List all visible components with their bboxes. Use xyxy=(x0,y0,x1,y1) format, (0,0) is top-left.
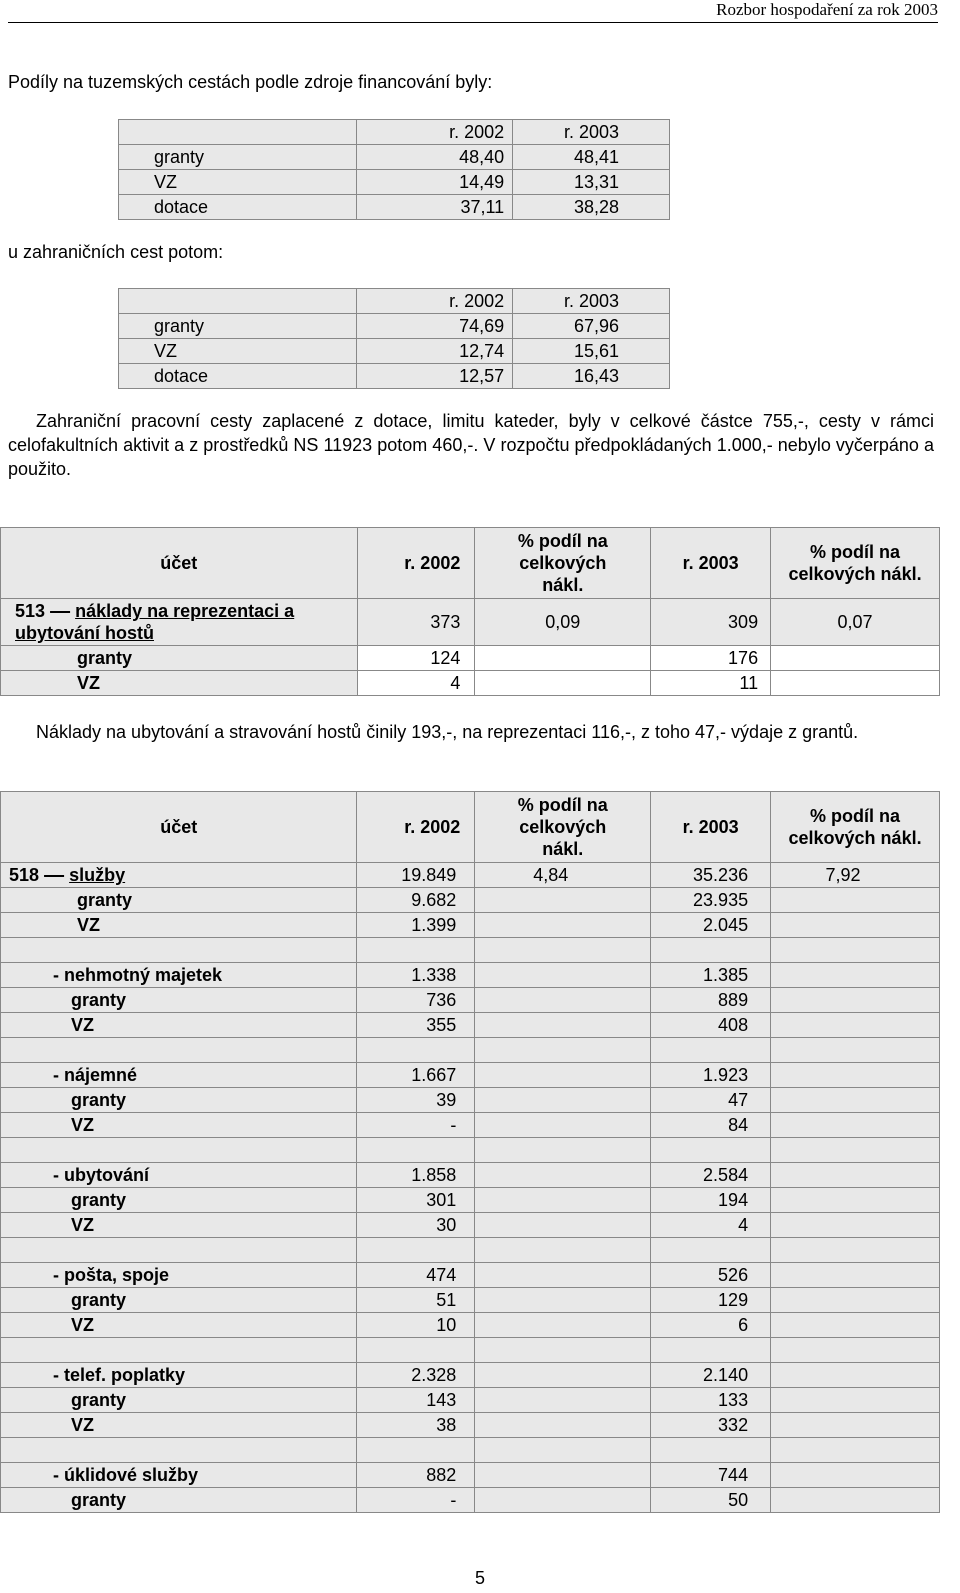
empty-cell xyxy=(475,1013,651,1038)
empty-cell xyxy=(475,1288,651,1313)
empty-cell xyxy=(771,1113,940,1138)
table-row xyxy=(1,1163,940,1188)
empty-cell xyxy=(475,1088,651,1113)
cell-value xyxy=(357,1338,475,1363)
table-row xyxy=(1,1363,940,1388)
cell-value: 2.584 xyxy=(651,1163,771,1188)
empty-cell xyxy=(771,938,940,963)
cell-value: 6 xyxy=(651,1313,771,1338)
empty-cell xyxy=(771,1013,940,1038)
cell-value: 373 xyxy=(357,599,475,646)
header-r2003: r. 2003 xyxy=(651,792,771,863)
table-row xyxy=(1,1413,940,1438)
empty-cell xyxy=(475,1188,651,1213)
cell-value: 0,09 xyxy=(475,599,651,646)
empty-cell xyxy=(771,963,940,988)
empty-cell xyxy=(475,1063,651,1088)
empty-cell xyxy=(771,1188,940,1213)
empty-cell xyxy=(475,1488,651,1513)
row-label: granty xyxy=(1,1088,357,1113)
empty-cell xyxy=(475,1438,651,1463)
row-label: - telef. poplatky xyxy=(1,1363,357,1388)
table-row xyxy=(1,671,940,696)
row-label: VZ xyxy=(1,1113,357,1138)
empty-cell xyxy=(771,1338,940,1363)
cell-value: 1.858 xyxy=(357,1163,475,1188)
row-label: granty xyxy=(1,1288,357,1313)
empty-cell xyxy=(771,1313,940,1338)
table-row xyxy=(119,339,670,364)
empty-cell xyxy=(475,988,651,1013)
cell-value: - xyxy=(357,1113,475,1138)
spacer-row xyxy=(1,1038,940,1063)
table-row xyxy=(119,145,670,170)
cell-value: 1.399 xyxy=(357,913,475,938)
spacer-row xyxy=(1,1438,940,1463)
account-name: náklady na reprezentaci a ubytování hostů xyxy=(15,601,295,643)
cell-value: 15,61 xyxy=(513,339,670,364)
paragraph-foreign-trips: Zahraniční pracovní cesty zaplacené z dotace, limitu kateder, byly v celkové částce 755,-, cesty v rámci celofakultních aktivit a z prostředků NS 11923 potom 460,-. V rozpočtu předpokládaných 1.000,- nebylo vyčerpáno a použito. xyxy=(8,411,934,479)
empty-cell xyxy=(771,1413,940,1438)
account-main-row xyxy=(1,599,940,646)
page-header xyxy=(8,0,938,23)
row-label: - ubytování xyxy=(1,1163,357,1188)
cell-value: 309 xyxy=(651,599,771,646)
empty-cell xyxy=(475,1363,651,1388)
empty-cell xyxy=(475,938,651,963)
empty-cell xyxy=(771,1163,940,1188)
header-ucet: účet xyxy=(1,792,357,863)
row-label: VZ xyxy=(1,1213,357,1238)
row-label xyxy=(1,1238,357,1263)
empty-cell xyxy=(475,1338,651,1363)
cell-value xyxy=(357,1238,475,1263)
cell-value: 4 xyxy=(651,1213,771,1238)
row-label: granty xyxy=(1,646,358,671)
cell-value xyxy=(651,1038,771,1063)
row-label: VZ xyxy=(1,671,358,696)
cell-value: 35.236 xyxy=(651,863,771,888)
empty-cell xyxy=(475,1138,651,1163)
empty-cell xyxy=(475,1038,651,1063)
table-row xyxy=(1,1388,940,1413)
account-main-row xyxy=(1,863,940,888)
cell-value: 882 xyxy=(357,1463,475,1488)
cell-value: 2.045 xyxy=(651,913,771,938)
table-row xyxy=(1,988,940,1013)
table-row xyxy=(1,1063,940,1088)
cell-value: 526 xyxy=(651,1263,771,1288)
table-row xyxy=(119,314,670,339)
empty-cell xyxy=(475,1238,651,1263)
cell-value: 13,31 xyxy=(513,170,670,195)
paragraph-hosts: Náklady na ubytování a stravování hostů činily 193,-, na reprezentaci 116,-, z toho 47,- výdaje z grantů. xyxy=(36,722,859,742)
empty-cell xyxy=(771,1088,940,1113)
row-label: VZ xyxy=(1,1413,357,1438)
foreign-header-row xyxy=(119,289,670,314)
empty-cell xyxy=(475,1388,651,1413)
empty-cell xyxy=(771,1288,940,1313)
row-label: dotace xyxy=(119,364,357,389)
cell-value: 474 xyxy=(357,1263,475,1288)
cell-value: 30 xyxy=(357,1213,475,1238)
cell-value: 355 xyxy=(357,1013,475,1038)
row-label xyxy=(1,1038,357,1063)
header-share-2002: % podíl na celkových nákl. xyxy=(475,792,651,863)
empty-cell xyxy=(771,1363,940,1388)
domestic-header-row xyxy=(119,120,670,145)
header-r2002: r. 2002 xyxy=(357,528,475,599)
table-row xyxy=(1,1263,940,1288)
row-label: - nájemné xyxy=(1,1063,357,1088)
cell-value: 38,28 xyxy=(513,195,670,220)
row-label: granty xyxy=(1,1188,357,1213)
row-label: granty xyxy=(119,145,357,170)
row-label: VZ xyxy=(119,339,357,364)
cell-value: 176 xyxy=(651,646,771,671)
cell-value: 143 xyxy=(357,1388,475,1413)
cell-value: 39 xyxy=(357,1088,475,1113)
cell-value xyxy=(651,1438,771,1463)
cell-value: 0,07 xyxy=(771,599,940,646)
cell-value: 7,92 xyxy=(771,863,940,888)
cell-value: 16,43 xyxy=(513,364,670,389)
empty-cell xyxy=(475,1463,651,1488)
cell-value: 12,74 xyxy=(356,339,513,364)
cell-value xyxy=(357,1138,475,1163)
cell-value: 37,11 xyxy=(356,195,513,220)
cell-value: 4,84 xyxy=(475,863,651,888)
row-label xyxy=(1,1338,357,1363)
empty-cell xyxy=(475,1263,651,1288)
empty-cell xyxy=(771,1238,940,1263)
cell-value: 14,49 xyxy=(356,170,513,195)
header-share-2002: % podíl na celkových nákl. xyxy=(475,528,651,599)
table-row xyxy=(1,1088,940,1113)
empty-cell xyxy=(475,913,651,938)
col-header: r. 2003 xyxy=(513,120,670,145)
cell-value: 19.849 xyxy=(357,863,475,888)
cell-value xyxy=(357,938,475,963)
cell-value: 1.338 xyxy=(357,963,475,988)
table-row xyxy=(1,1313,940,1338)
spacer-row xyxy=(1,938,940,963)
empty-cell xyxy=(771,1463,940,1488)
empty-cell xyxy=(771,888,940,913)
table-row xyxy=(1,1488,940,1513)
row-label: granty xyxy=(1,888,357,913)
cell-value: 889 xyxy=(651,988,771,1013)
empty-cell xyxy=(771,1138,940,1163)
cell-value: 50 xyxy=(651,1488,771,1513)
empty-cell xyxy=(771,988,940,1013)
domestic-intro: Podíly na tuzemských cestách podle zdroje financování byly: xyxy=(8,72,493,92)
cell-value xyxy=(651,1138,771,1163)
cell-value xyxy=(651,1238,771,1263)
cell-value: 10 xyxy=(357,1313,475,1338)
table-header-row xyxy=(1,792,940,863)
cell-value: 124 xyxy=(357,646,475,671)
row-label: - úklidové služby xyxy=(1,1463,357,1488)
table-row xyxy=(1,1188,940,1213)
cell-value: - xyxy=(357,1488,475,1513)
table-header-row xyxy=(1,528,940,599)
header-r2003: r. 2003 xyxy=(651,528,771,599)
cell-value: 129 xyxy=(651,1288,771,1313)
table-row xyxy=(1,1213,940,1238)
foreign-table xyxy=(118,288,670,389)
cell-value: 48,40 xyxy=(356,145,513,170)
empty-cell xyxy=(771,1388,940,1413)
empty-cell xyxy=(475,1313,651,1338)
account-name: služby xyxy=(69,865,126,885)
empty-cell xyxy=(771,1438,940,1463)
row-label: granty xyxy=(1,1488,357,1513)
empty-cell xyxy=(771,1263,940,1288)
row-label xyxy=(1,1438,357,1463)
cell-value: 9.682 xyxy=(357,888,475,913)
cell-value: 736 xyxy=(357,988,475,1013)
table-row xyxy=(1,1113,940,1138)
cell-value xyxy=(651,938,771,963)
empty-cell xyxy=(475,1413,651,1438)
foreign-intro: u zahraničních cest potom: xyxy=(8,242,224,262)
row-label: dotace xyxy=(119,195,357,220)
row-label: granty xyxy=(1,1388,357,1413)
cell-value: 301 xyxy=(357,1188,475,1213)
table-row xyxy=(1,888,940,913)
spacer-row xyxy=(1,1338,940,1363)
table-row xyxy=(1,1463,940,1488)
account-label xyxy=(1,599,358,646)
cell-value: 1.667 xyxy=(357,1063,475,1088)
header-share-2003: % podíl na celkových nákl. xyxy=(771,528,940,599)
cell-value: 23.935 xyxy=(651,888,771,913)
table-row xyxy=(119,170,670,195)
empty-cell xyxy=(475,963,651,988)
table-row xyxy=(1,646,940,671)
domestic-table xyxy=(118,119,670,220)
empty-cell xyxy=(771,913,940,938)
table-row xyxy=(119,364,670,389)
cell-value: 67,96 xyxy=(513,314,670,339)
empty-cell xyxy=(771,1488,940,1513)
account-518-table xyxy=(0,791,940,1513)
cell-value: 744 xyxy=(651,1463,771,1488)
col-header: r. 2003 xyxy=(513,289,670,314)
cell-value: 2.140 xyxy=(651,1363,771,1388)
cell-value: 133 xyxy=(651,1388,771,1413)
header-ucet: účet xyxy=(1,528,358,599)
cell-value: 4 xyxy=(357,671,475,696)
row-label: VZ xyxy=(119,170,357,195)
spacer-row xyxy=(1,1238,940,1263)
spacer-row xyxy=(1,1138,940,1163)
col-header: r. 2002 xyxy=(356,289,513,314)
cell-value: 12,57 xyxy=(356,364,513,389)
empty-cell xyxy=(475,888,651,913)
cell-value: 194 xyxy=(651,1188,771,1213)
row-label xyxy=(1,938,357,963)
row-label xyxy=(1,1138,357,1163)
cell-value: 74,69 xyxy=(356,314,513,339)
empty-cell xyxy=(475,1213,651,1238)
cell-value: 2.328 xyxy=(357,1363,475,1388)
row-label: - nehmotný majetek xyxy=(1,963,357,988)
empty-cell xyxy=(771,1063,940,1088)
header-title: Rozbor hospodaření za rok 2003 xyxy=(716,0,938,19)
row-label: VZ xyxy=(1,1313,357,1338)
page-number: 5 xyxy=(474,1568,485,1588)
cell-value: 1.923 xyxy=(651,1063,771,1088)
empty-cell xyxy=(771,1038,940,1063)
cell-value: 84 xyxy=(651,1113,771,1138)
cell-value xyxy=(651,1338,771,1363)
table-row xyxy=(1,1288,940,1313)
cell-value: 1.385 xyxy=(651,963,771,988)
cell-value: 11 xyxy=(651,671,771,696)
cell-value: 408 xyxy=(651,1013,771,1038)
account-label xyxy=(1,863,357,888)
account-code: 513 xyxy=(15,601,46,621)
header-share-2003: % podíl na celkových nákl. xyxy=(771,792,940,863)
cell-value: 48,41 xyxy=(513,145,670,170)
row-label: granty xyxy=(1,988,357,1013)
table-row xyxy=(1,963,940,988)
account-code: 518 xyxy=(9,865,40,885)
cell-value xyxy=(357,1438,475,1463)
header-r2002: r. 2002 xyxy=(357,792,475,863)
empty-cell xyxy=(771,1213,940,1238)
empty-cell xyxy=(475,1113,651,1138)
row-label: granty xyxy=(119,314,357,339)
table-row xyxy=(1,913,940,938)
empty-cell xyxy=(475,1163,651,1188)
row-label: VZ xyxy=(1,1013,357,1038)
table-row xyxy=(1,1013,940,1038)
row-label: - pošta, spoje xyxy=(1,1263,357,1288)
row-label: VZ xyxy=(1,913,357,938)
col-header: r. 2002 xyxy=(356,120,513,145)
account-513-table xyxy=(0,527,940,696)
cell-value: 51 xyxy=(357,1288,475,1313)
cell-value xyxy=(357,1038,475,1063)
table-row xyxy=(119,195,670,220)
cell-value: 47 xyxy=(651,1088,771,1113)
cell-value: 38 xyxy=(357,1413,475,1438)
cell-value: 332 xyxy=(651,1413,771,1438)
